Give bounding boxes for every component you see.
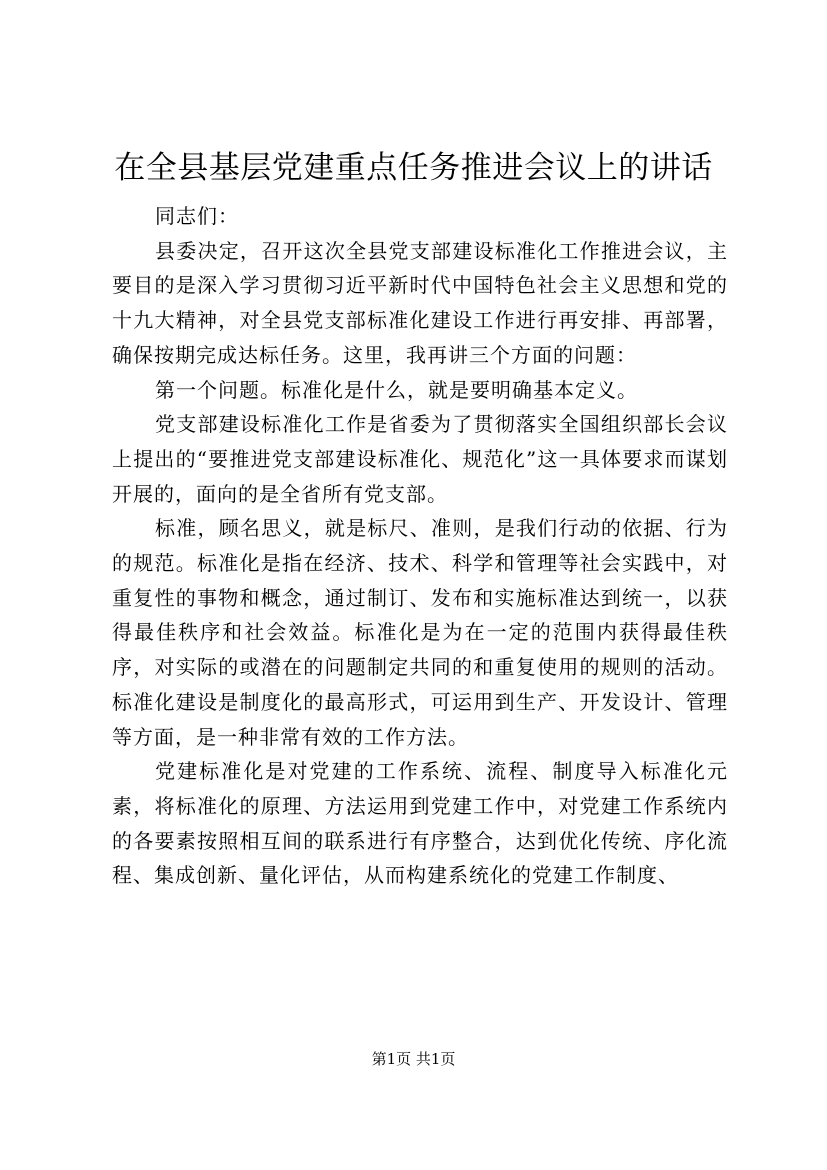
body-paragraph: 县委决定，召开这次全县党支部建设标准化工作推进会议，主要目的是深入学习贯彻习近平新时代中国特色社会主义思想和党的十九大精神，对全县党支部标准化建设工作进行再安排、再部署，确保按期完成达标任务。这里，我再讲三个方面的问题： [112,238,728,367]
body-paragraph: 党建标准化是对党建的工作系统、流程、制度导入标准化元素，将标准化的原理、方法运用到党建工作中，对党建工作系统内的各要素按照相互间的联系进行有序整合，达到优化传统、序化流程、集成创新、量化评估，从而构建系统化的党建工作制度、 [112,759,728,888]
document-title: 在全县基层党建重点任务推进会议上的讲话 [114,150,713,186]
document-body [112,199,728,893]
salutation-paragraph: 同志们： [155,204,239,228]
body-paragraph: 党支部建设标准化工作是省委为了贯彻落实全国组织部长会议上提出的“要推进党支部建设标准化、规范化”这一具体要求而谋划开展的，面向的是全省所有党支部。 [112,412,728,506]
body-paragraph: 标准，顾名思义，就是标尺、准则，是我们行动的依据、行为的规范。标准化是指在经济、技术、科学和管理等社会实践中，对重复性的事物和概念，通过制订、发布和实施标准达到统一，以获得最佳秩序和社会效益。标准化是为在一定的范围内获得最佳秩序，对实际的或潜在的问题制定共同的和重复使用的规则的活动。标准化建设是制度化的最高形式，可运用到生产、开发设计、管理等方面，是一种非常有效的工作方法。 [112,516,728,749]
page-footer: 第1页 共1页 [371,1050,456,1068]
body-paragraph: 第一个问题。标准化是什么，就是要明确基本定义。 [155,377,638,402]
